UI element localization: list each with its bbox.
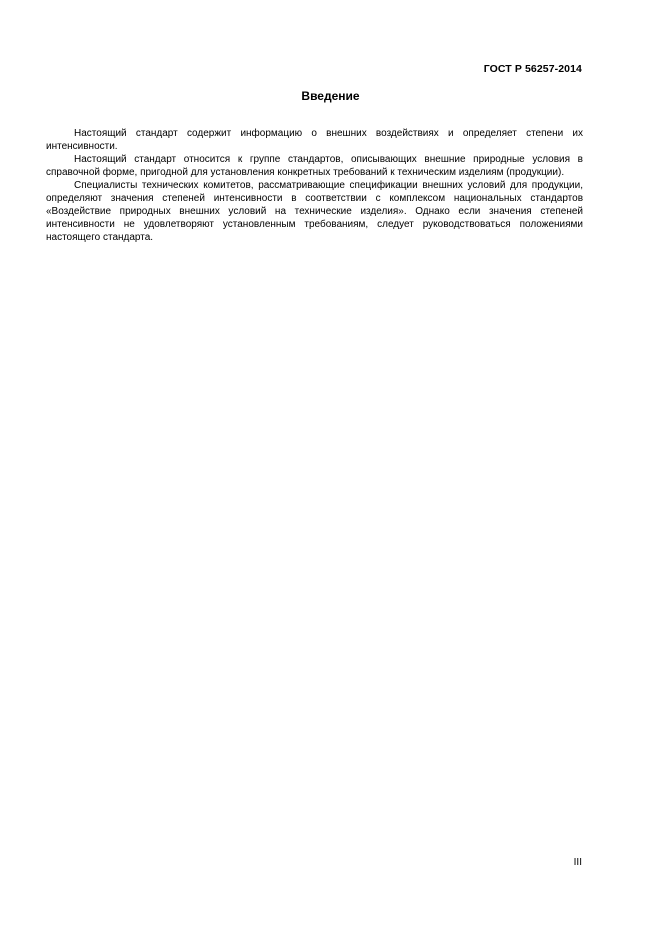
paragraph: Настоящий стандарт содержит информацию о внешних воздействиях и определяет степени их интенсивности. bbox=[46, 128, 583, 152]
body-text bbox=[46, 127, 583, 244]
section-title: Введение bbox=[301, 89, 360, 103]
page-number: III bbox=[573, 857, 582, 868]
document-code: ГОСТ Р 56257-2014 bbox=[483, 63, 582, 75]
paragraph: Настоящий стандарт относится к группе стандартов, описывающих внешние природные условия в справочной форме, пригодной для установления конкретных требований к техническим изделиям (продукции). bbox=[46, 154, 583, 178]
paragraph: Специалисты технических комитетов, рассматривающие спецификации внешних условий для продукции, определяют значения степеней интенсивности в соответствии с комплексом национальных стандартов «Воздействие природных внешних условий на технические изделия». Однако если значения степеней интенсивности не удовлетворяют установленным требованиям, следует руководствоваться положениями настоящего стандарта. bbox=[46, 180, 583, 243]
